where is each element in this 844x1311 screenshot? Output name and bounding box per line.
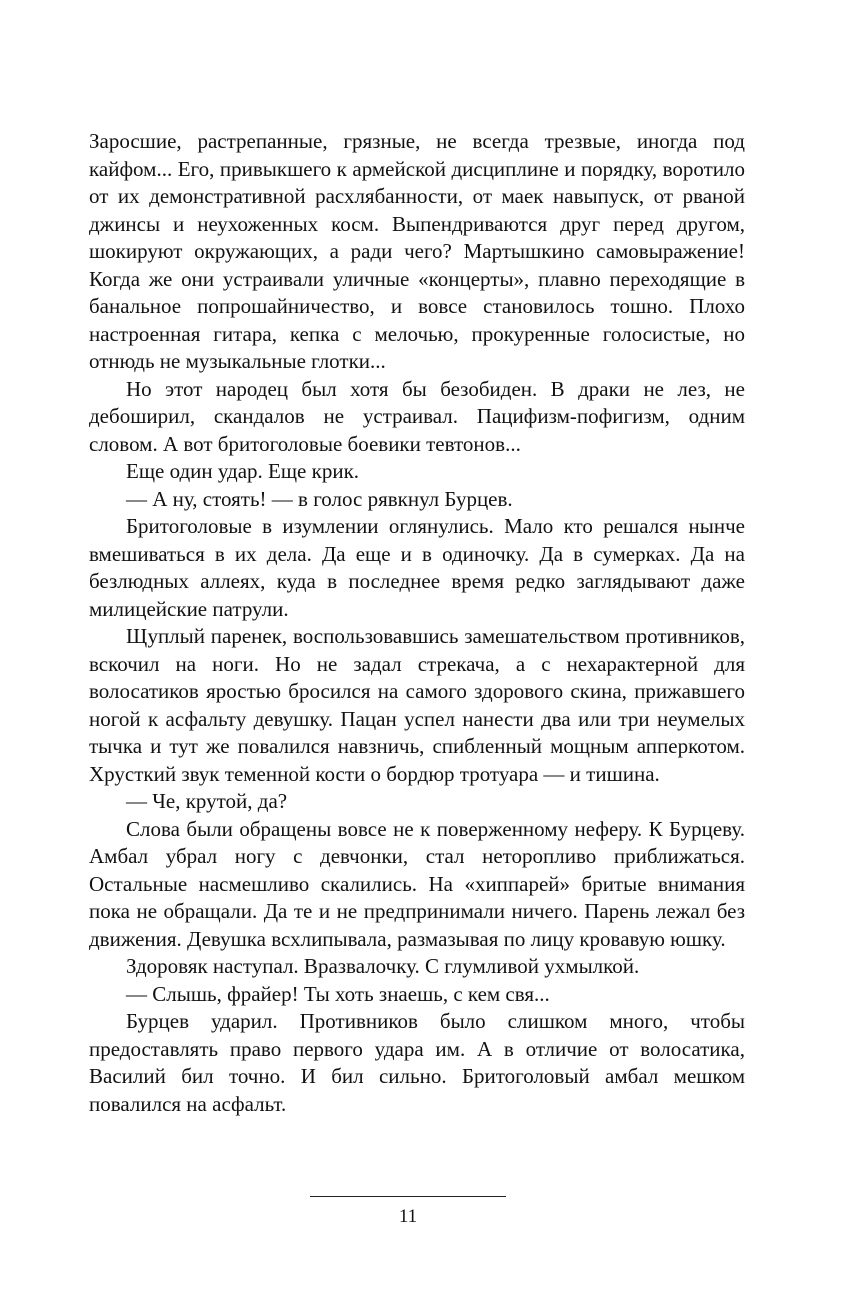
page-number: 11 xyxy=(398,1206,418,1227)
paragraph: Бурцев ударил. Противников было слишком много, чтобы предоставлять право первого удара им. А в отличие от волосатика, Василий бил точно. И бил сильно. Бритоголовый амбал мешком повалился на асфальт. xyxy=(89,1009,745,1116)
paragraph: Слова были обращены вовсе не к поверженному неферу. К Бурцеву. Амбал убрал ногу с девчонки, стал неторопливо приближаться. Остальные насмешливо скалились. На «хиппарей» бритые внимания пока не обращали. Да те и не предпринимали ничего. Парень лежал без движения. Девушка всхлипывала, размазывая по лицу кровавую юшку. xyxy=(89,816,745,951)
body-text xyxy=(89,128,745,1118)
footer-divider xyxy=(310,1196,506,1197)
paragraph: Щуплый паренек, воспользовавшись замешательством противников, вскочил на ноги. Но не задал стрекача, а с нехарактерной для волосатиков яростью бросился на самого здорового скина, прижавшего ногой к асфальту девушку. Пацан успел нанести два или три неумелых тычка и тут же повалился навзничь, спибленный мощным апперкотом. Хрусткий звук теменной кости о бордюр тротуара — и тишина. xyxy=(89,624,745,786)
paragraph: Но этот народец был хотя бы безобиден. В драки не лез, не дебоширил, скандалов не устраивал. Пацифизм-пофигизм, одним словом. А вот бритоголовые боевики тевтонов... xyxy=(89,376,745,456)
paragraph: Еще один удар. Еще крик. xyxy=(126,459,360,483)
paragraph: — Слышь, фрайер! Ты хоть знаешь, с кем свя... xyxy=(126,981,550,1006)
paragraph: Заросшие, растрепанные, грязные, не всегда трезвые, иногда под кайфом... Его, привыкшего к армейской дисциплине и порядку, воротило от их демонстративной расхлябанности, от маек навыпуск, от рваной джинсы и неухоженных косм. Выпендриваются друг перед другом, шокируют окружающих, а ради чего? Мартышкино самовыражение! Когда же они устраивали уличные «концерты», плавно переходящие в банальное попрошайничество, и вовсе становилось тошно. Плохо настроенная гитара, кепка с мелочью, прокуренные голосистые, но отнюдь не музыкальные глотки... xyxy=(89,129,745,373)
paragraph: — Че, крутой, да? xyxy=(126,789,288,813)
paragraph: Здоровяк наступал. Вразвалочку. С глумливой ухмылкой. xyxy=(126,954,640,978)
paragraph: — А ну, стоять! — в голос рявкнул Бурцев. xyxy=(126,486,513,511)
paragraph: Бритоголовые в изумлении оглянулись. Мало кто решался нынче вмешиваться в их дела. Да еще и в одиночку. Да в сумерках. Да на безлюдных аллеях, куда в последнее время редко заглядывают даже милицейские патрули. xyxy=(89,514,745,621)
